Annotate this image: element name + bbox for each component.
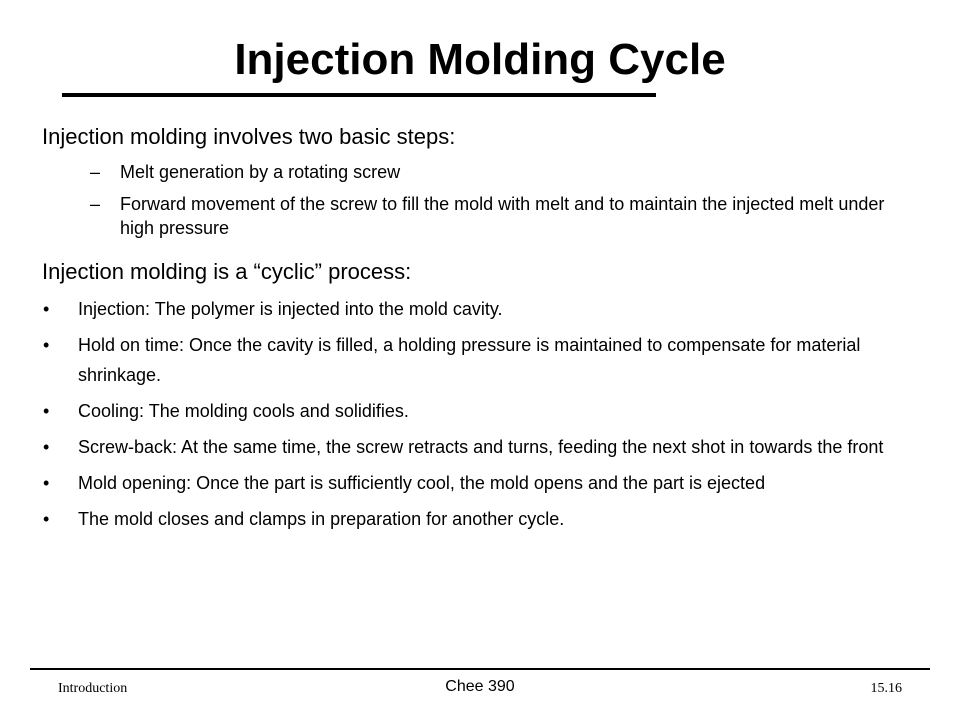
bullet-marker: • xyxy=(43,401,50,421)
cycle-text: Mold opening: Once the part is sufficiently cool, the mold opens and the part is ejected xyxy=(78,473,766,493)
cycle-text: Hold on time: Once the cavity is filled, a holding pressure is maintained to compensate for material shrinkage. xyxy=(78,335,861,385)
bullet-marker: • xyxy=(43,335,50,355)
title-underline xyxy=(62,93,656,97)
footer-divider xyxy=(30,668,930,670)
slide-content xyxy=(42,123,922,540)
step-text: Melt generation by a rotating screw xyxy=(120,162,401,182)
bullet-marker: • xyxy=(43,437,50,457)
step-text: Forward movement of the screw to fill the mold with melt and to maintain the injected melt under high pressure xyxy=(120,194,885,238)
list-item xyxy=(42,192,922,240)
footer-slide-number: 15.16 xyxy=(870,681,902,696)
steps-heading: Injection molding involves two basic steps: xyxy=(42,124,456,149)
bullet-marker: • xyxy=(43,509,50,529)
list-item xyxy=(42,160,922,184)
steps-list xyxy=(42,160,922,240)
bullet-marker: • xyxy=(43,473,50,493)
list-item xyxy=(42,330,922,390)
cycle-text: Injection: The polymer is injected into the mold cavity. xyxy=(78,299,503,319)
cycle-text: Screw-back: At the same time, the screw retracts and turns, feeding the next shot in towards the front xyxy=(78,437,884,457)
list-item xyxy=(42,396,922,426)
dash-marker: – xyxy=(90,162,101,182)
cycle-list xyxy=(42,294,922,534)
list-item xyxy=(42,504,922,534)
bullet-marker: • xyxy=(43,299,50,319)
list-item xyxy=(42,294,922,324)
list-item xyxy=(42,432,922,462)
footer-course-label: Chee 390 xyxy=(445,678,515,695)
footer-section-label: Introduction xyxy=(58,681,128,696)
cycle-heading: Injection molding is a “cyclic” process: xyxy=(42,259,412,284)
list-item xyxy=(42,468,922,498)
cycle-text: Cooling: The molding cools and solidifies. xyxy=(78,401,409,421)
slide-title: Injection Molding Cycle xyxy=(234,35,726,84)
dash-marker: – xyxy=(90,194,101,214)
cycle-text: The mold closes and clamps in preparation for another cycle. xyxy=(78,509,565,529)
